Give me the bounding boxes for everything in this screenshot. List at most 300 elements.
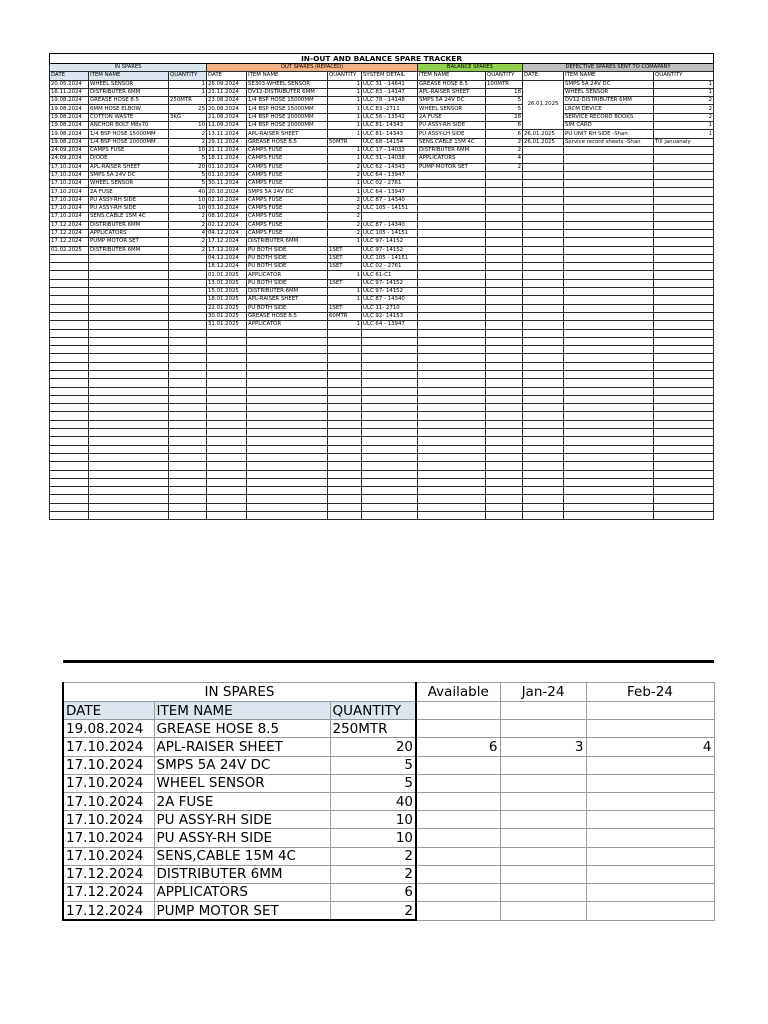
cell-out-system[interactable]: ULC 64 - 13947 <box>362 171 418 179</box>
empty-cell[interactable] <box>654 495 714 503</box>
empty-cell[interactable] <box>564 395 654 403</box>
empty-cell[interactable] <box>362 429 418 437</box>
empty-cell[interactable] <box>523 487 564 495</box>
empty-cell[interactable] <box>328 337 362 345</box>
cell-bal-qty[interactable]: 2 <box>486 138 523 146</box>
empty-cell[interactable] <box>207 370 247 378</box>
cell-out-date[interactable]: 21.11.2024 <box>207 88 247 96</box>
zoom-cell-feb[interactable] <box>586 902 714 921</box>
cell-def-date[interactable] <box>523 221 564 229</box>
empty-cell[interactable] <box>169 503 207 511</box>
zoom-cell-qty[interactable]: 10 <box>330 829 416 847</box>
cell-out-qty[interactable]: 1SET <box>328 246 362 254</box>
empty-cell[interactable] <box>486 445 523 453</box>
empty-cell[interactable] <box>169 495 207 503</box>
cell-def-qty[interactable]: 2 <box>654 105 714 113</box>
empty-cell[interactable] <box>523 412 564 420</box>
cell-out-qty[interactable]: 1 <box>328 105 362 113</box>
empty-cell[interactable] <box>247 503 328 511</box>
cell-def-item[interactable] <box>564 271 654 279</box>
empty-cell[interactable] <box>486 512 523 520</box>
cell-def-qty[interactable]: 1 <box>654 88 714 96</box>
cell-bal-qty[interactable] <box>486 296 523 304</box>
empty-cell[interactable] <box>328 346 362 354</box>
zoom-cell-feb[interactable]: 4 <box>586 738 714 756</box>
empty-cell[interactable] <box>89 462 169 470</box>
cell-out-date[interactable]: 23.08.2024 <box>207 97 247 105</box>
zoom-cell-feb[interactable] <box>586 847 714 865</box>
cell-in-date[interactable]: 17.10.2024 <box>50 163 89 171</box>
cell-in-qty[interactable]: 5 <box>169 155 207 163</box>
empty-cell[interactable] <box>328 462 362 470</box>
empty-cell[interactable] <box>328 429 362 437</box>
zoom-cell-available[interactable] <box>416 774 500 792</box>
cell-out-system[interactable]: ULC 78 - 14148 <box>362 97 418 105</box>
empty-cell[interactable] <box>654 404 714 412</box>
empty-cell[interactable] <box>89 404 169 412</box>
empty-cell[interactable] <box>523 354 564 362</box>
empty-cell[interactable] <box>362 387 418 395</box>
empty-cell[interactable] <box>89 379 169 387</box>
empty-cell[interactable] <box>486 395 523 403</box>
cell-out-qty[interactable]: 1SET <box>328 304 362 312</box>
empty-cell[interactable] <box>654 387 714 395</box>
zoom-cell-feb[interactable] <box>586 756 714 774</box>
cell-in-date[interactable]: 17.10.2024 <box>50 213 89 221</box>
cell-out-date[interactable]: 26.09.2024 <box>207 80 247 88</box>
cell-def-qty[interactable] <box>654 288 714 296</box>
cell-out-item[interactable]: PU BOTH SIDE <box>247 304 328 312</box>
empty-cell[interactable] <box>247 354 328 362</box>
empty-cell[interactable] <box>564 329 654 337</box>
empty-cell[interactable] <box>486 354 523 362</box>
zoom-header-date[interactable]: DATE <box>63 702 154 720</box>
empty-cell[interactable] <box>486 429 523 437</box>
cell-out-date[interactable]: 13.01.2025 <box>207 279 247 287</box>
empty-cell[interactable] <box>50 437 89 445</box>
empty-cell[interactable] <box>247 445 328 453</box>
empty-cell[interactable] <box>564 337 654 345</box>
cell-in-qty[interactable] <box>169 254 207 262</box>
cell-bal-qty[interactable] <box>486 188 523 196</box>
cell-def-item[interactable] <box>564 221 654 229</box>
empty-cell[interactable] <box>247 346 328 354</box>
empty-cell[interactable] <box>486 478 523 486</box>
empty-cell[interactable] <box>654 379 714 387</box>
cell-out-qty[interactable]: 1 <box>328 80 362 88</box>
cell-bal-qty[interactable] <box>486 254 523 262</box>
header-in-date[interactable]: DATE <box>50 72 89 80</box>
empty-cell[interactable] <box>486 487 523 495</box>
cell-def-date[interactable] <box>523 288 564 296</box>
empty-cell[interactable] <box>362 453 418 461</box>
empty-cell[interactable] <box>564 453 654 461</box>
cell-in-date[interactable] <box>50 296 89 304</box>
empty-cell[interactable] <box>564 379 654 387</box>
zoom-blank-cell[interactable] <box>586 662 714 683</box>
cell-out-system[interactable]: ULC 31 - 14641 <box>362 80 418 88</box>
empty-cell[interactable] <box>169 420 207 428</box>
empty-cell[interactable] <box>207 337 247 345</box>
empty-cell[interactable] <box>89 370 169 378</box>
cell-def-qty[interactable]: 1 <box>654 80 714 88</box>
zoom-cell-available[interactable] <box>416 902 500 921</box>
empty-cell[interactable] <box>247 478 328 486</box>
empty-cell[interactable] <box>654 354 714 362</box>
zoom-cell-item[interactable]: SMPS 5A 24V DC <box>154 756 330 774</box>
cell-out-system[interactable]: ULC 17 - 14033 <box>362 146 418 154</box>
empty-cell[interactable] <box>89 478 169 486</box>
empty-cell[interactable] <box>207 487 247 495</box>
zoom-cell-jan[interactable] <box>500 720 586 738</box>
empty-cell[interactable] <box>50 495 89 503</box>
cell-bal-qty[interactable] <box>486 213 523 221</box>
empty-cell[interactable] <box>169 370 207 378</box>
cell-out-item[interactable]: PU BOTH SIDE <box>247 246 328 254</box>
cell-def-item[interactable] <box>564 263 654 271</box>
cell-def-qty[interactable] <box>654 254 714 262</box>
empty-cell[interactable] <box>247 379 328 387</box>
cell-bal-qty[interactable]: 100MTR <box>486 80 523 88</box>
header-in-item[interactable]: ITEM NAME <box>89 72 169 80</box>
cell-out-qty[interactable]: 1 <box>328 122 362 130</box>
cell-def-qty[interactable] <box>654 263 714 271</box>
cell-bal-qty[interactable]: 5 <box>486 105 523 113</box>
empty-cell[interactable] <box>418 503 486 511</box>
cell-bal-item[interactable] <box>418 304 486 312</box>
empty-cell[interactable] <box>207 478 247 486</box>
empty-cell[interactable] <box>486 420 523 428</box>
cell-out-date[interactable]: 04.12.2024 <box>207 229 247 237</box>
zoom-cell-qty[interactable]: 5 <box>330 756 416 774</box>
cell-def-date[interactable] <box>523 205 564 213</box>
cell-in-qty[interactable]: 2 <box>169 221 207 229</box>
cell-in-date[interactable]: 01.02.2025 <box>50 246 89 254</box>
cell-in-qty[interactable]: 40 <box>169 188 207 196</box>
cell-def-qty[interactable] <box>654 312 714 320</box>
cell-bal-qty[interactable]: 28 <box>486 113 523 121</box>
empty-cell[interactable] <box>89 470 169 478</box>
section-defective-spares[interactable]: DEFECTIVE SPARES SENT TO COMAPANY <box>523 64 714 72</box>
cell-in-qty[interactable]: 2 <box>169 238 207 246</box>
empty-cell[interactable] <box>169 429 207 437</box>
cell-in-item[interactable]: 1/4 BSP HOSE 20000MM <box>89 138 169 146</box>
cell-in-date[interactable] <box>50 279 89 287</box>
cell-def-item[interactable]: DV12-DISTRIBUTER 6MM <box>564 97 654 105</box>
empty-cell[interactable] <box>523 395 564 403</box>
empty-cell[interactable] <box>486 462 523 470</box>
cell-in-item[interactable] <box>89 312 169 320</box>
empty-cell[interactable] <box>207 362 247 370</box>
empty-cell[interactable] <box>362 420 418 428</box>
zoom-cell-feb[interactable] <box>586 774 714 792</box>
empty-cell[interactable] <box>486 329 523 337</box>
cell-in-item[interactable]: DISTRIBUTER 6MM <box>89 221 169 229</box>
cell-def-qty[interactable] <box>654 229 714 237</box>
cell-in-date[interactable]: 17.10.2024 <box>50 180 89 188</box>
cell-out-item[interactable]: DISTRIBUTER 6MM <box>247 238 328 246</box>
cell-out-system[interactable]: ULC 62 - 14343 <box>362 163 418 171</box>
cell-def-item[interactable] <box>564 163 654 171</box>
cell-out-qty[interactable]: 1SET <box>328 263 362 271</box>
zoom-header-available[interactable]: Available <box>416 683 500 702</box>
empty-cell[interactable] <box>328 445 362 453</box>
zoom-cell-feb[interactable] <box>586 883 714 901</box>
header-out-item[interactable]: ITEM NAME <box>247 72 328 80</box>
cell-in-qty[interactable]: 5 <box>169 180 207 188</box>
cell-out-date[interactable]: 30.01.2025 <box>207 312 247 320</box>
cell-out-item[interactable]: CAMPS FUSE <box>247 213 328 221</box>
cell-out-date[interactable]: 01.01.2025 <box>207 271 247 279</box>
empty-cell[interactable] <box>89 437 169 445</box>
empty-cell[interactable] <box>564 462 654 470</box>
empty-cell[interactable] <box>50 462 89 470</box>
cell-bal-item[interactable] <box>418 279 486 287</box>
zoom-cell-available[interactable] <box>416 865 500 883</box>
empty-cell[interactable] <box>328 503 362 511</box>
empty-cell[interactable] <box>247 495 328 503</box>
cell-out-item[interactable]: APL-RAISER SHEET <box>247 130 328 138</box>
cell-def-item[interactable] <box>564 146 654 154</box>
zoom-cell-qty[interactable]: 250MTR <box>330 720 416 738</box>
cell-bal-qty[interactable] <box>486 312 523 320</box>
cell-def-qty[interactable] <box>654 304 714 312</box>
empty-cell[interactable] <box>523 362 564 370</box>
empty-cell[interactable] <box>328 379 362 387</box>
cell-out-item[interactable]: GREASE HOSE 8.5 <box>247 138 328 146</box>
empty-cell[interactable] <box>418 437 486 445</box>
cell-bal-qty[interactable] <box>486 271 523 279</box>
cell-bal-qty[interactable]: 2 <box>486 146 523 154</box>
empty-cell[interactable] <box>486 437 523 445</box>
zoom-cell-qty[interactable]: 2 <box>330 902 416 921</box>
defective-merged-date[interactable]: 26.01.2025 <box>523 80 564 130</box>
cell-in-item[interactable]: PUMP MOTOR SET <box>89 238 169 246</box>
cell-def-qty[interactable] <box>654 246 714 254</box>
cell-def-date[interactable] <box>523 271 564 279</box>
cell-out-qty[interactable]: 1SET <box>328 279 362 287</box>
empty-cell[interactable] <box>564 445 654 453</box>
zoom-cell-jan[interactable] <box>500 902 586 921</box>
cell-out-date[interactable]: 04.12.2024 <box>207 254 247 262</box>
empty-cell[interactable] <box>418 420 486 428</box>
cell-out-date[interactable]: 15.01.2025 <box>207 288 247 296</box>
cell-in-item[interactable] <box>89 321 169 329</box>
cell-bal-qty[interactable]: 5 <box>486 97 523 105</box>
zoom-header-item[interactable]: ITEM NAME <box>154 702 330 720</box>
empty-cell[interactable] <box>328 478 362 486</box>
empty-cell[interactable] <box>50 395 89 403</box>
empty-cell[interactable] <box>207 429 247 437</box>
cell-def-item[interactable] <box>564 213 654 221</box>
cell-out-item[interactable]: SMPS 5A 24V DC <box>247 188 328 196</box>
cell-def-date[interactable] <box>523 304 564 312</box>
cell-def-date[interactable] <box>523 246 564 254</box>
empty-cell[interactable] <box>50 429 89 437</box>
empty-cell[interactable] <box>654 420 714 428</box>
empty-cell[interactable] <box>564 412 654 420</box>
cell-def-qty[interactable] <box>654 163 714 171</box>
header-out-system[interactable]: SYSTEM DETAIL <box>362 72 418 80</box>
cell-out-item[interactable]: APL-RAISER SHEET <box>247 296 328 304</box>
cell-def-date[interactable] <box>523 146 564 154</box>
empty-cell[interactable] <box>654 512 714 520</box>
empty-cell[interactable] <box>564 495 654 503</box>
zoom-cell-available[interactable] <box>416 756 500 774</box>
cell-def-item[interactable] <box>564 229 654 237</box>
empty-cell[interactable] <box>50 412 89 420</box>
cell-def-date[interactable] <box>523 163 564 171</box>
cell-bal-item[interactable] <box>418 296 486 304</box>
cell-def-item[interactable] <box>564 188 654 196</box>
empty-cell[interactable] <box>247 404 328 412</box>
empty-cell[interactable] <box>418 487 486 495</box>
empty-cell[interactable] <box>418 470 486 478</box>
empty-cell[interactable] <box>523 346 564 354</box>
cell-in-date[interactable] <box>50 254 89 262</box>
cell-in-date[interactable]: 17.10.2024 <box>50 188 89 196</box>
empty-cell[interactable] <box>418 362 486 370</box>
empty-cell[interactable] <box>654 429 714 437</box>
empty-cell[interactable] <box>486 370 523 378</box>
cell-out-qty[interactable]: 50MTR <box>328 138 362 146</box>
empty-cell[interactable] <box>50 470 89 478</box>
empty-cell[interactable] <box>362 412 418 420</box>
empty-cell[interactable] <box>564 404 654 412</box>
cell-bal-item[interactable]: SMPS 5A 24V DC <box>418 97 486 105</box>
cell-out-qty[interactable]: 60MTR <box>328 312 362 320</box>
empty-cell[interactable] <box>564 387 654 395</box>
cell-out-system[interactable]: ULC 81- 14343 <box>362 122 418 130</box>
zoom-cell-item[interactable]: PU ASSY-RH SIDE <box>154 829 330 847</box>
cell-out-qty[interactable]: 2 <box>328 213 362 221</box>
cell-in-qty[interactable]: 250MTR <box>169 97 207 105</box>
cell-in-date[interactable]: 19.08.2024 <box>50 122 89 130</box>
empty-cell[interactable] <box>247 462 328 470</box>
zoom-cell-qty[interactable]: 20 <box>330 738 416 756</box>
empty-cell[interactable] <box>564 487 654 495</box>
cell-bal-qty[interactable] <box>486 246 523 254</box>
cell-bal-item[interactable]: PUMP MOTOR SET <box>418 163 486 171</box>
cell-bal-item[interactable] <box>418 312 486 320</box>
cell-in-item[interactable] <box>89 271 169 279</box>
empty-cell[interactable] <box>654 412 714 420</box>
empty-cell[interactable] <box>169 329 207 337</box>
cell-def-item[interactable] <box>564 279 654 287</box>
empty-cell[interactable] <box>207 395 247 403</box>
cell-out-date[interactable]: 20.08.2024 <box>207 105 247 113</box>
cell-bal-item[interactable]: GREASE HOSE 8.5 <box>418 80 486 88</box>
empty-cell[interactable] <box>654 437 714 445</box>
empty-cell[interactable] <box>89 429 169 437</box>
empty-cell[interactable] <box>247 395 328 403</box>
empty-cell[interactable] <box>247 412 328 420</box>
empty-cell[interactable] <box>207 387 247 395</box>
cell-bal-item[interactable] <box>418 254 486 262</box>
empty-cell[interactable] <box>654 453 714 461</box>
zoom-cell-date[interactable]: 17.10.2024 <box>63 829 154 847</box>
cell-out-date[interactable]: 21.08.2024 <box>207 113 247 121</box>
empty-cell[interactable] <box>207 346 247 354</box>
empty-cell[interactable] <box>523 478 564 486</box>
empty-cell[interactable] <box>50 379 89 387</box>
zoom-cell-feb[interactable] <box>586 829 714 847</box>
zoom-cell-date[interactable]: 17.10.2024 <box>63 774 154 792</box>
empty-cell[interactable] <box>169 437 207 445</box>
cell-out-qty[interactable]: 2 <box>328 205 362 213</box>
empty-cell[interactable] <box>362 329 418 337</box>
cell-in-qty[interactable]: 5 <box>169 171 207 179</box>
cell-def-qty[interactable] <box>654 180 714 188</box>
cell-out-qty[interactable]: 1 <box>328 271 362 279</box>
cell-out-system[interactable]: ULC 02 - 2761 <box>362 263 418 271</box>
cell-out-qty[interactable]: 2 <box>328 221 362 229</box>
empty-cell[interactable] <box>169 487 207 495</box>
zoom-cell-item[interactable]: SENS,CABLE 15M 4C <box>154 847 330 865</box>
empty-cell[interactable] <box>328 512 362 520</box>
empty-cell[interactable] <box>418 453 486 461</box>
cell-out-qty[interactable]: 1 <box>328 238 362 246</box>
cell-in-qty[interactable]: 2 <box>169 130 207 138</box>
zoom-blank-cell[interactable] <box>586 702 714 720</box>
empty-cell[interactable] <box>362 478 418 486</box>
empty-cell[interactable] <box>418 512 486 520</box>
zoom-cell-date[interactable]: 17.10.2024 <box>63 847 154 865</box>
empty-cell[interactable] <box>418 395 486 403</box>
empty-cell[interactable] <box>169 453 207 461</box>
empty-cell[interactable] <box>169 445 207 453</box>
empty-cell[interactable] <box>328 404 362 412</box>
cell-out-date[interactable]: 01.10.2024 <box>207 163 247 171</box>
cell-in-qty[interactable] <box>169 263 207 271</box>
empty-cell[interactable] <box>523 445 564 453</box>
zoom-blank-cell[interactable] <box>330 662 416 683</box>
empty-cell[interactable] <box>89 453 169 461</box>
empty-cell[interactable] <box>654 478 714 486</box>
empty-cell[interactable] <box>50 362 89 370</box>
cell-out-system[interactable]: ULC 64 - 13947 <box>362 321 418 329</box>
zoom-header-quantity[interactable]: QUANTITY <box>330 702 416 720</box>
cell-in-qty[interactable]: 2 <box>169 213 207 221</box>
cell-in-item[interactable]: WHEEL SENSOR <box>89 180 169 188</box>
cell-out-date[interactable]: 22.01.2025 <box>207 304 247 312</box>
zoom-cell-date[interactable]: 17.10.2024 <box>63 756 154 774</box>
cell-in-date[interactable]: 19.08.2024 <box>50 97 89 105</box>
empty-cell[interactable] <box>418 429 486 437</box>
cell-def-qty[interactable]: 2 <box>654 113 714 121</box>
cell-def-date[interactable] <box>523 238 564 246</box>
cell-out-qty[interactable]: 1 <box>328 88 362 96</box>
empty-cell[interactable] <box>654 370 714 378</box>
cell-out-item[interactable]: 1/4 BSP HOSE 15000MM <box>247 105 328 113</box>
zoom-cell-qty[interactable]: 5 <box>330 774 416 792</box>
empty-cell[interactable] <box>564 503 654 511</box>
empty-cell[interactable] <box>523 462 564 470</box>
cell-def-date[interactable] <box>523 213 564 221</box>
empty-cell[interactable] <box>50 404 89 412</box>
cell-out-system[interactable]: ULC 02 - 2761 <box>362 180 418 188</box>
cell-in-date[interactable] <box>50 304 89 312</box>
empty-cell[interactable] <box>486 379 523 387</box>
cell-def-qty[interactable] <box>654 221 714 229</box>
zoom-cell-item[interactable]: GREASE HOSE 8.5 <box>154 720 330 738</box>
empty-cell[interactable] <box>328 329 362 337</box>
cell-def-date[interactable] <box>523 279 564 287</box>
cell-bal-qty[interactable] <box>486 279 523 287</box>
cell-in-item[interactable]: SENS.CABLE 15M 4C <box>89 213 169 221</box>
cell-out-item[interactable]: 1/4 BSP HOSE 20000MM <box>247 122 328 130</box>
empty-cell[interactable] <box>362 395 418 403</box>
